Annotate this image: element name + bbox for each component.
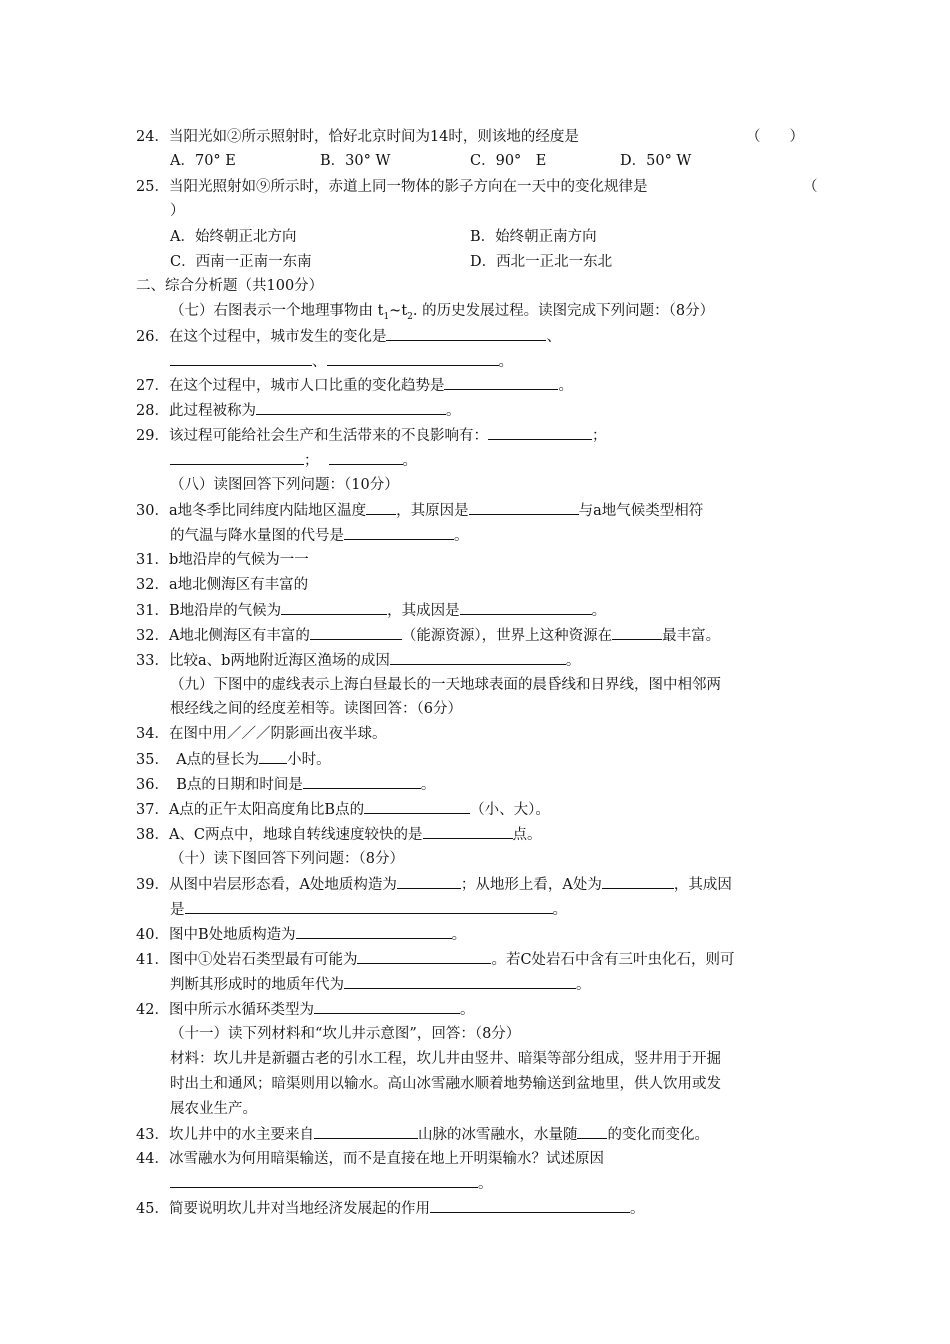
- part-8-intro: （八）读图回答下列问题：（10分）: [170, 477, 399, 493]
- answer-blank[interactable]: [329, 450, 403, 465]
- question-39-cont: 是 。: [170, 899, 567, 920]
- answer-blank[interactable]: [170, 351, 312, 366]
- answer-blank[interactable]: [366, 500, 396, 515]
- answer-blank[interactable]: [364, 799, 470, 814]
- question-29: 29．该过程可能给社会生产和生活带来的不良影响有： ；: [136, 425, 606, 446]
- q25-option-b: B．始终朝正南方向: [470, 229, 597, 245]
- answer-blank[interactable]: [397, 874, 461, 889]
- question-41: 41．图中①处岩石类型最有可能为 。若C处岩石中含有三叶虫化石，则可: [136, 949, 735, 970]
- question-24-text: 24．当阳光如②所示照射时，恰好北京时间为14时，则该地的经度是: [136, 129, 579, 145]
- answer-blank[interactable]: [170, 450, 304, 465]
- section-2-heading: 二、综合分析题（共100分）: [136, 278, 324, 294]
- answer-blank[interactable]: [170, 1173, 478, 1188]
- q24-option-d: D．50° W: [620, 153, 692, 169]
- answer-blank[interactable]: [357, 949, 491, 964]
- part-9-intro-1: （九）下图中的虚线表示上海白昼最长的一天地球表面的晨昏线和日界线，图中相邻两: [170, 677, 721, 693]
- answer-blank[interactable]: [256, 400, 446, 415]
- answer-blank[interactable]: [386, 326, 546, 341]
- answer-blank[interactable]: [327, 351, 499, 366]
- question-24: [136, 127, 579, 147]
- q24-option-b: B．30° W: [320, 153, 391, 169]
- answer-blank[interactable]: [469, 500, 579, 515]
- material-line-3: 展农业生产。: [170, 1101, 257, 1117]
- q25-option-c: C．西南一正南一东南: [170, 254, 312, 270]
- question-31-old: 31．b地沿岸的气候为一一: [136, 552, 309, 568]
- answer-blank[interactable]: [314, 1124, 418, 1139]
- answer-blank[interactable]: [612, 625, 662, 640]
- question-44-cont: 。: [170, 1173, 493, 1194]
- part-7-intro: （七）右图表示一个地理事物由 $t_1\sim t_2$. 的历史发展过程。读图完成下列问题：（8分）: [170, 303, 715, 322]
- q25-option-a: A．始终朝正北方向: [170, 229, 297, 245]
- material-line-1: 材料：坎儿井是新疆古老的引水工程，坎儿井由竖井、暗渠等部分组成，竖井用于开掘: [170, 1051, 721, 1067]
- question-25-text: 25．当阳光照射如⑨所示时，赤道上同一物体的影子方向在一天中的变化规律是: [136, 179, 648, 195]
- answer-blank[interactable]: [430, 1198, 630, 1213]
- question-29-cont: ； 。: [170, 450, 417, 471]
- question-25-paren-close: ）: [170, 203, 185, 219]
- q25-option-d: D．西北一正北一东北: [470, 254, 613, 270]
- question-45: 45．简要说明坎儿井对当地经济发展起的作用 。: [136, 1198, 644, 1219]
- answer-blank[interactable]: [344, 974, 576, 989]
- question-40: 40．图中B处地质构造为 。: [136, 924, 466, 945]
- question-43: 43．坎儿井中的水主要来自 山脉的冰雪融水，水量随 的变化而变化。: [136, 1124, 709, 1145]
- answer-blank[interactable]: [314, 999, 460, 1014]
- answer-blank[interactable]: [185, 899, 553, 914]
- question-25-paren-open: （: [803, 179, 818, 195]
- part-11-intro: （十一）读下列材料和“坎儿井示意图”，回答：（8分）: [170, 1026, 521, 1042]
- answer-blank[interactable]: [423, 824, 513, 839]
- question-42: 42．图中所示水循环类型为 。: [136, 999, 474, 1020]
- question-26: 26．在这个过程中，城市发生的变化是 、: [136, 326, 561, 347]
- answer-blank[interactable]: [281, 600, 387, 615]
- question-32: 32．A地北侧海区有丰富的 （能源资源），世界上这种资源在 最丰富。: [136, 625, 720, 646]
- answer-blank[interactable]: [602, 874, 674, 889]
- q24-option-c: C．90° E: [470, 153, 547, 169]
- question-41-cont: 判断其形成时的地质年代为 。: [170, 974, 591, 995]
- question-32-old: 32．a地北侧海区有丰富的: [136, 577, 309, 593]
- question-31: 31．B地沿岸的气候为 ，其成因是 。: [136, 600, 606, 621]
- part-10-intro: （十）读下图回答下列问题：（8分）: [170, 851, 404, 867]
- answer-blank[interactable]: [444, 375, 558, 390]
- question-26-cont: 、 。: [170, 351, 513, 372]
- question-39: 39．从图中岩层形态看，A处地质构造为 ；从地形上看，A处为 ，其成因: [136, 874, 732, 895]
- question-27: 27．在这个过程中，城市人口比重的变化趋势是 。: [136, 375, 573, 396]
- question-38: 38．A、C两点中，地球自转线速度较快的是 点。: [136, 824, 542, 845]
- answer-blank[interactable]: [344, 525, 454, 540]
- question-33: 33．比较a、b两地附近海区渔场的成因 。: [136, 650, 580, 671]
- question-35: 35． A点的昼长为 小时。: [136, 749, 331, 770]
- question-44: 44．冰雪融水为何用暗渠输送，而不是直接在地上开明渠输水？试述原因: [136, 1151, 604, 1167]
- question-30-cont: 的气温与降水量图的代号是 。: [170, 525, 469, 546]
- answer-blank[interactable]: [310, 625, 402, 640]
- answer-blank[interactable]: [259, 749, 287, 764]
- question-34: 34．在图中用／／／阴影画出夜半球。: [136, 726, 387, 742]
- material-line-2: 时出土和通风；暗渠则用以输水。高山冰雪融水顺着地势输送到盆地里，供人饮用或发: [170, 1076, 721, 1092]
- question-30: 30．a地冬季比同纬度内陆地区温度 ，其原因是 与a地气候类型相符: [136, 500, 703, 521]
- question-36: 36． B点的日期和时间是 。: [136, 774, 435, 795]
- part-9-intro-2: 根经线之间的经度差相等。读图回答：（6分）: [170, 701, 462, 717]
- question-28: 28．此过程被称为 。: [136, 400, 460, 421]
- answer-blank[interactable]: [303, 774, 421, 789]
- question-24-answer-paren: （ ）: [746, 129, 804, 145]
- question-37: 37．A点的正午太阳高度角比B点的 （小、大）。: [136, 799, 550, 820]
- answer-blank[interactable]: [488, 425, 592, 440]
- answer-blank[interactable]: [390, 650, 566, 665]
- answer-blank[interactable]: [577, 1124, 607, 1139]
- q24-option-a: A．70° E: [170, 153, 236, 169]
- answer-blank[interactable]: [296, 924, 452, 939]
- answer-blank[interactable]: [460, 600, 592, 615]
